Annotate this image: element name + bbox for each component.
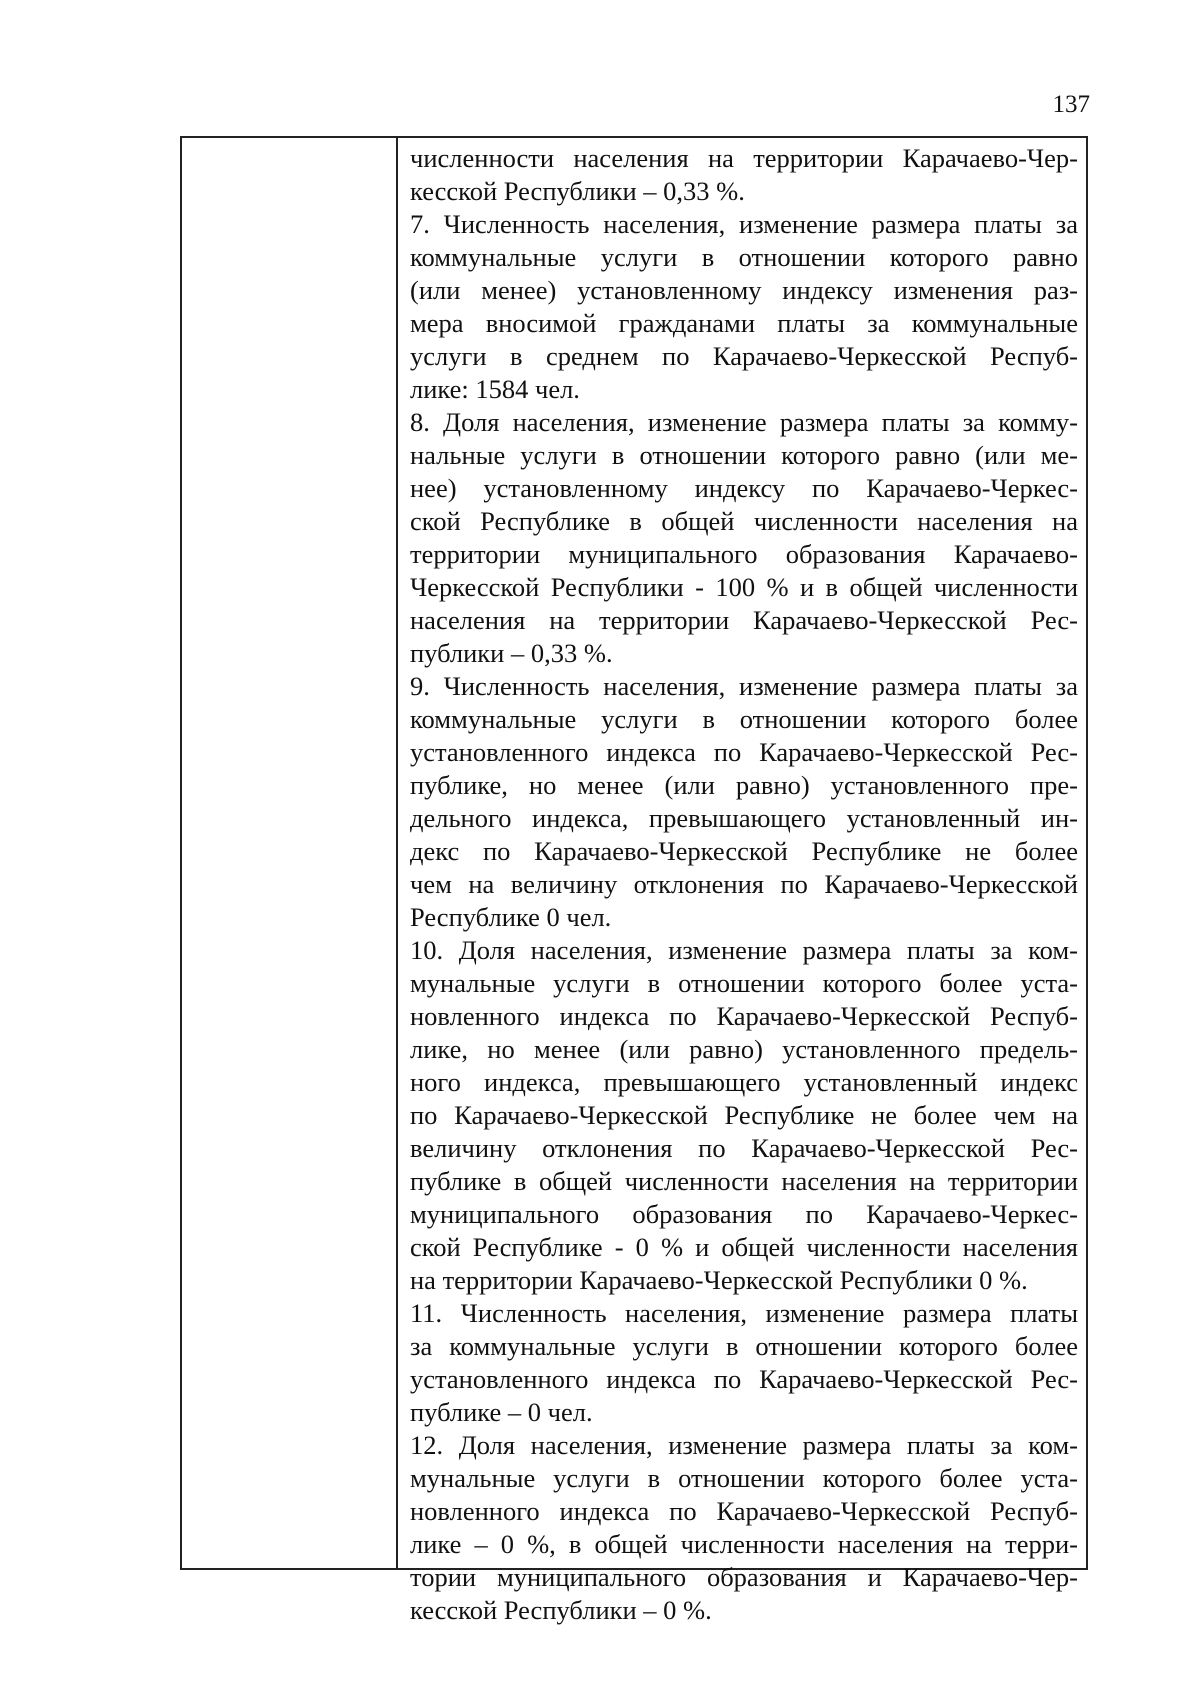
text-line: 7. Численность населения, изменение размера платы за [410,209,1078,239]
text-line: Республике 0 чел. [410,902,612,932]
text-line: ного индекса, превышающего установленный индекс [410,1067,1078,1097]
text-line: мунальные услуги в отношении которого более уста- [410,968,1078,998]
text-line: услуги в среднем по Карачаево-Черкесской Респуб- [410,341,1078,371]
text-line: установленного индекса по Карачаево-Черкесской Рес- [410,737,1078,767]
text-line: кесской Республики – 0 %. [410,1595,712,1625]
text-line: публике, но менее (или равно) установленного пре- [410,770,1078,800]
text-line: мунальные услуги в отношении которого более уста- [410,1463,1078,1493]
text-line: за коммунальные услуги в отношении которого более [410,1331,1078,1361]
text-line: численности населения на территории Карачаево-Чер- [410,143,1078,173]
page-number: 137 [1052,91,1090,118]
text-line: дельного индекса, превышающего установленный ин- [410,803,1078,833]
text-line: коммунальные услуги в отношении которого равно [410,242,1078,272]
text-line: (или менее) установленному индексу изменения раз- [410,275,1078,305]
text-line: нее) установленному индексу по Карачаево-Черкес- [410,473,1078,503]
text-line: новленного индекса по Карачаево-Черкесской Респуб- [410,1496,1078,1526]
text-line: коммунальные услуги в отношении которого более [410,704,1078,734]
text-line: лике, но менее (или равно) установленного предель- [410,1034,1078,1064]
text-line: по Карачаево-Черкесской Республике не более чем на [410,1100,1078,1130]
text-line: декс по Карачаево-Черкесской Республике не более [410,836,1078,866]
document-table [180,136,1088,1625]
text-line: чем на величину отклонения по Карачаево-Черкесской [410,869,1078,899]
table-right-cell [398,138,1086,1625]
text-line: публики – 0,33 %. [410,638,613,668]
text-line: установленного индекса по Карачаево-Черкесской Рес- [410,1364,1078,1394]
text-line: лике – 0 %, в общей численности населения на терри- [410,1529,1078,1559]
text-line: величину отклонения по Карачаево-Черкесской Рес- [410,1133,1078,1163]
text-line: на территории Карачаево-Черкесской Республики 0 %. [410,1265,1028,1295]
text-line: новленного индекса по Карачаево-Черкесской Респуб- [410,1001,1078,1031]
text-line: публике в общей численности населения на территории [410,1166,1078,1196]
text-line: публике – 0 чел. [410,1397,593,1427]
text-line: 9. Численность населения, изменение размера платы за [410,671,1078,701]
text-line: 11. Численность населения, изменение размера платы [410,1298,1078,1328]
text-line: ской Республике в общей численности населения на [410,506,1078,536]
text-line: кесской Республики – 0,33 %. [410,176,745,206]
text-line: территории муниципального образования Карачаево- [410,539,1078,569]
text-line: 12. Доля населения, изменение размера платы за ком- [410,1430,1078,1460]
text-line: 8. Доля населения, изменение размера платы за комму- [410,407,1078,437]
text-line: 10. Доля населения, изменение размера платы за ком- [410,935,1078,965]
text-line: тории муниципального образования и Карачаево-Чер- [410,1562,1078,1592]
text-line: населения на территории Карачаево-Черкесской Рес- [410,605,1078,635]
text-line: нальные услуги в отношении которого равно (или ме- [410,440,1078,470]
text-line: Черкесской Республики - 100 % и в общей численности [410,572,1078,602]
table-left-cell [182,138,398,1568]
text-line: муниципального образования по Карачаево-Черкес- [410,1199,1078,1229]
text-line: лике: 1584 чел. [410,374,580,404]
text-line: мера вносимой гражданами платы за коммунальные [410,308,1078,338]
text-line: ской Республике - 0 % и общей численности населения [410,1232,1078,1262]
